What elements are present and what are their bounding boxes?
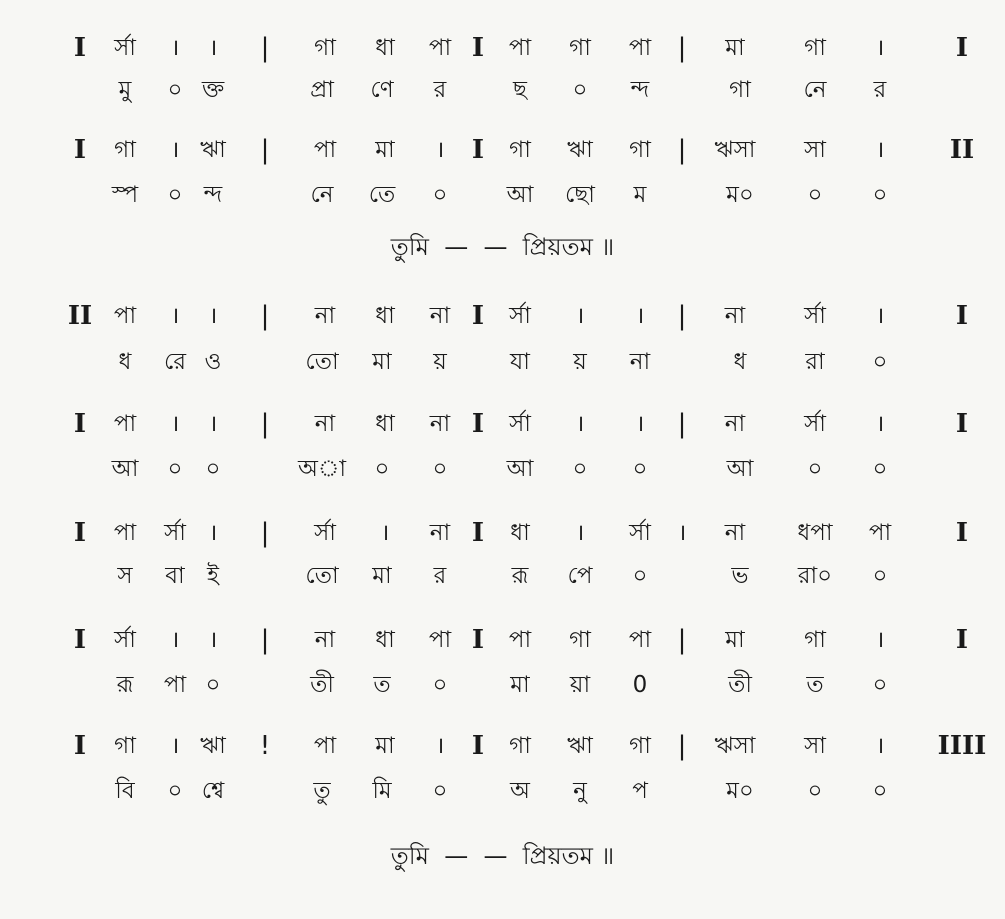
lyric-syllable: তো — [305, 349, 339, 375]
swara-note: পা — [113, 303, 137, 329]
swara-note: ঋসা — [714, 137, 756, 163]
swara-note: সা — [804, 733, 826, 759]
section-mark: I — [471, 518, 485, 548]
swara-note: পা — [313, 733, 337, 759]
swara-note: মা — [725, 627, 745, 653]
lyric-syllable: ভ — [731, 563, 749, 589]
swara-note: গা — [804, 35, 826, 61]
lyric-syllable: ০ — [167, 456, 183, 482]
section-mark: I — [471, 409, 485, 439]
lyric-syllable: ০ — [872, 182, 888, 208]
swara-note: । — [208, 520, 218, 546]
swara-note: পা — [428, 627, 452, 653]
bar-divider: | — [260, 301, 270, 331]
refrain-line-2: তুমি — — প্রিয়তম ॥ — [390, 842, 615, 870]
bar-divider: | — [260, 518, 270, 548]
swara-note: । — [170, 411, 180, 437]
swara-note: । — [875, 303, 885, 329]
lyric-syllable: নে — [803, 77, 827, 103]
swara-note: পা — [868, 520, 892, 546]
lyric-syllable: রা — [805, 349, 825, 375]
swara-note: পা — [508, 627, 532, 653]
lyric-line — [0, 558, 1005, 594]
lyric-syllable: ০ — [432, 672, 448, 698]
lyric-syllable: ০ — [632, 563, 648, 589]
lyric-syllable: রূ — [511, 563, 529, 589]
swara-note: ধপা — [797, 520, 833, 546]
lyric-syllable: ০ — [432, 182, 448, 208]
lyric-syllable: ম০ — [726, 778, 754, 804]
lyric-syllable: গা — [729, 77, 751, 103]
bar-divider: | — [260, 33, 270, 63]
swara-note: ধা — [375, 627, 395, 653]
swara-note: ঋা — [567, 137, 593, 163]
section-mark: I — [955, 518, 969, 548]
swara-note: না — [314, 303, 336, 329]
swara-note: র্সা — [164, 520, 186, 546]
lyric-syllable: র — [433, 563, 447, 589]
swara-note: । — [170, 137, 180, 163]
lyric-line — [0, 667, 1005, 703]
section-mark: II — [949, 135, 975, 165]
swara-note: পা — [628, 627, 652, 653]
section-mark: I — [471, 731, 485, 761]
lyric-syllable: প্রা — [310, 77, 334, 103]
swara-line — [0, 132, 1005, 168]
swara-note: গা — [509, 733, 531, 759]
section-mark: I — [73, 518, 87, 548]
swara-line — [0, 728, 1005, 764]
lyric-syllable: ই — [207, 563, 219, 589]
section-mark: I — [471, 33, 485, 63]
lyric-line — [0, 72, 1005, 108]
swara-note: গা — [114, 733, 136, 759]
swara-note: । — [575, 411, 585, 437]
swara-note: । — [435, 137, 445, 163]
lyric-syllable: ছো — [565, 182, 595, 208]
lyric-syllable: অ — [510, 778, 530, 804]
swara-note: পা — [628, 35, 652, 61]
lyric-syllable: মা — [372, 349, 392, 375]
lyric-syllable: ম০ — [726, 182, 754, 208]
swara-note: পা — [508, 35, 532, 61]
swara-note: না — [724, 520, 746, 546]
swara-note: । — [677, 520, 687, 546]
lyric-syllable: ত — [373, 672, 391, 698]
lyric-syllable: র — [873, 77, 887, 103]
swara-note: গা — [569, 627, 591, 653]
swara-note: সা — [804, 137, 826, 163]
swara-note: গা — [509, 137, 531, 163]
swara-note: র্সা — [114, 627, 136, 653]
section-mark: I — [955, 409, 969, 439]
swara-line — [0, 622, 1005, 658]
swara-note: না — [724, 411, 746, 437]
swara-note: না — [314, 627, 336, 653]
swara-note: গা — [804, 627, 826, 653]
swara-note: । — [170, 733, 180, 759]
swara-note: ধা — [375, 303, 395, 329]
swara-line — [0, 298, 1005, 334]
section-mark: I — [471, 301, 485, 331]
bar-divider: | — [677, 301, 687, 331]
lyric-syllable: ০ — [807, 456, 823, 482]
lyric-syllable: ০ — [807, 778, 823, 804]
lyric-syllable: তু — [313, 778, 331, 804]
swara-note: ধা — [375, 411, 395, 437]
swara-note: । — [875, 35, 885, 61]
lyric-syllable: ০ — [205, 672, 221, 698]
swara-note: ঋা — [567, 733, 593, 759]
lyric-line — [0, 344, 1005, 380]
swara-note: ঋসা — [714, 733, 756, 759]
swara-note: । — [208, 35, 218, 61]
lyric-syllable: নে — [310, 182, 334, 208]
section-mark: IIII — [937, 731, 987, 761]
lyric-syllable: নু — [573, 778, 587, 804]
bar-divider: | — [260, 625, 270, 655]
swara-note: র্সা — [509, 303, 531, 329]
lyric-syllable: শ্বে — [201, 778, 225, 804]
swara-note: পা — [113, 520, 137, 546]
lyric-syllable: স — [117, 563, 133, 589]
swara-note: । — [380, 520, 390, 546]
lyric-syllable: মু — [118, 77, 132, 103]
swara-line — [0, 30, 1005, 66]
bar-divider: ! — [259, 731, 271, 761]
swara-note: । — [635, 411, 645, 437]
lyric-syllable: ন্দ — [630, 77, 650, 103]
lyric-syllable: রা০ — [797, 563, 833, 589]
swara-note: ধা — [375, 35, 395, 61]
lyric-syllable: ০ — [632, 456, 648, 482]
swara-note: র্সা — [509, 411, 531, 437]
lyric-syllable: আ — [726, 456, 754, 482]
section-mark: I — [955, 625, 969, 655]
section-mark: II — [67, 301, 93, 331]
lyric-syllable: পা — [163, 672, 187, 698]
lyric-syllable: ০ — [807, 182, 823, 208]
lyric-syllable: তো — [305, 563, 339, 589]
lyric-syllable: আ — [111, 456, 139, 482]
bar-divider: | — [677, 409, 687, 439]
lyric-syllable: ও — [204, 349, 222, 375]
lyric-syllable: য় — [573, 349, 587, 375]
swara-note: গা — [569, 35, 591, 61]
lyric-syllable: ০ — [872, 349, 888, 375]
bar-divider: | — [677, 135, 687, 165]
swara-note: র্সা — [314, 520, 336, 546]
swara-note: মা — [375, 137, 395, 163]
bar-divider: | — [260, 409, 270, 439]
swara-note: । — [170, 35, 180, 61]
lyric-syllable: র — [433, 77, 447, 103]
swara-line — [0, 515, 1005, 551]
lyric-syllable: বি — [115, 778, 135, 804]
lyric-syllable: মা — [510, 672, 530, 698]
lyric-syllable: ধ — [733, 349, 747, 375]
swara-note: । — [208, 627, 218, 653]
lyric-line — [0, 177, 1005, 213]
swara-note: গা — [314, 35, 336, 61]
swara-note: না — [724, 303, 746, 329]
lyric-syllable: 0 — [632, 672, 648, 698]
lyric-syllable: ০ — [872, 672, 888, 698]
lyric-syllable: ০ — [167, 182, 183, 208]
lyric-syllable: ম — [633, 182, 647, 208]
swara-note: র্সা — [804, 303, 826, 329]
swara-note: না — [429, 303, 451, 329]
lyric-syllable: তী — [728, 672, 752, 698]
swara-note: । — [575, 303, 585, 329]
lyric-syllable: ০ — [572, 456, 588, 482]
section-mark: I — [471, 135, 485, 165]
lyric-syllable: মি — [372, 778, 392, 804]
lyric-syllable: ধ — [118, 349, 132, 375]
lyric-syllable: তী — [310, 672, 334, 698]
lyric-syllable: ত — [806, 672, 824, 698]
swara-note: র্সা — [804, 411, 826, 437]
lyric-syllable: প — [632, 778, 648, 804]
lyric-syllable: তে — [368, 182, 396, 208]
lyric-line — [0, 451, 1005, 487]
lyric-line — [0, 773, 1005, 809]
swara-note: মা — [725, 35, 745, 61]
lyric-syllable: ন্দ — [203, 182, 223, 208]
swara-note: । — [875, 411, 885, 437]
swara-note: মা — [375, 733, 395, 759]
swara-note: । — [208, 303, 218, 329]
lyric-syllable: ০ — [432, 456, 448, 482]
swara-note: । — [208, 411, 218, 437]
lyric-syllable: ণে — [370, 77, 394, 103]
lyric-syllable: ০ — [872, 456, 888, 482]
bar-divider: | — [260, 135, 270, 165]
swara-note: । — [170, 303, 180, 329]
lyric-syllable: আ — [506, 182, 534, 208]
section-mark: I — [471, 625, 485, 655]
lyric-syllable: ছ — [513, 77, 527, 103]
section-mark: I — [73, 33, 87, 63]
lyric-syllable: অা — [297, 456, 347, 482]
swara-note: পা — [113, 411, 137, 437]
section-mark: I — [73, 731, 87, 761]
lyric-syllable: ০ — [374, 456, 390, 482]
lyric-syllable: ০ — [432, 778, 448, 804]
swara-note: । — [635, 303, 645, 329]
lyric-syllable: মা — [372, 563, 392, 589]
refrain-line-1: তুমি — — প্রিয়তম ॥ — [390, 233, 615, 261]
section-mark: I — [73, 409, 87, 439]
swara-note: । — [575, 520, 585, 546]
swara-note: ঋা — [200, 733, 226, 759]
section-mark: I — [73, 135, 87, 165]
bar-divider: | — [677, 625, 687, 655]
lyric-syllable: ক্ত — [201, 77, 225, 103]
swara-note: না — [314, 411, 336, 437]
section-mark: I — [955, 301, 969, 331]
section-mark: I — [955, 33, 969, 63]
lyric-syllable: য়া — [569, 672, 591, 698]
lyric-syllable: ০ — [167, 778, 183, 804]
section-mark: I — [73, 625, 87, 655]
bar-divider: | — [677, 33, 687, 63]
swara-note: । — [875, 733, 885, 759]
swara-note: না — [429, 411, 451, 437]
swara-note: না — [429, 520, 451, 546]
swara-note: র্সা — [114, 35, 136, 61]
lyric-syllable: ০ — [167, 77, 183, 103]
lyric-syllable: য় — [433, 349, 447, 375]
lyric-syllable: ০ — [872, 563, 888, 589]
lyric-syllable: ০ — [572, 77, 588, 103]
swara-note: ধা — [510, 520, 530, 546]
swara-note: ঋা — [200, 137, 226, 163]
lyric-syllable: আ — [506, 456, 534, 482]
lyric-syllable: বা — [165, 563, 185, 589]
lyric-syllable: স্প — [111, 182, 139, 208]
lyric-syllable: রে — [164, 349, 186, 375]
swara-line — [0, 406, 1005, 442]
bar-divider: | — [677, 731, 687, 761]
swara-note: গা — [629, 137, 651, 163]
swara-note: । — [875, 627, 885, 653]
swara-note: গা — [114, 137, 136, 163]
lyric-syllable: পে — [567, 563, 593, 589]
lyric-syllable: ০ — [205, 456, 221, 482]
swara-note: । — [435, 733, 445, 759]
swara-note: পা — [428, 35, 452, 61]
swara-note: র্সা — [629, 520, 651, 546]
swara-note: । — [170, 627, 180, 653]
swara-note: পা — [313, 137, 337, 163]
swara-note: গা — [629, 733, 651, 759]
lyric-syllable: না — [629, 349, 651, 375]
lyric-syllable: রূ — [116, 672, 134, 698]
lyric-syllable: ০ — [872, 778, 888, 804]
swara-note: । — [875, 137, 885, 163]
lyric-syllable: যা — [510, 349, 530, 375]
